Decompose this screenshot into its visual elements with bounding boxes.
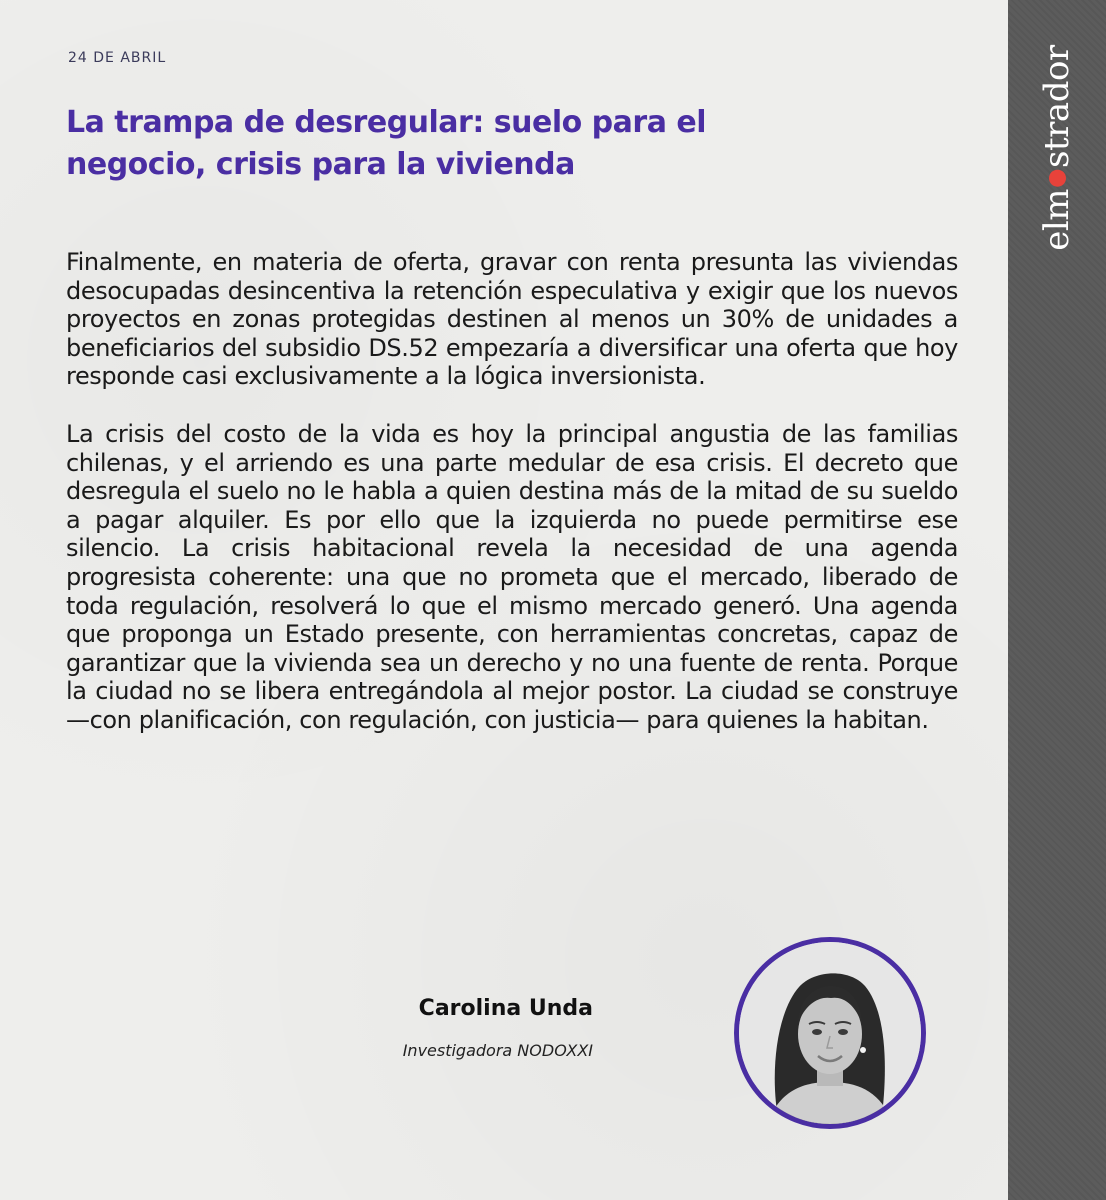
date-label: 24 DE ABRIL	[68, 50, 167, 66]
logo-text-end: strador	[1037, 45, 1077, 168]
author-role: Investigadora NODOXXI	[402, 1041, 593, 1060]
logo-text-start: elm	[1037, 188, 1077, 251]
article-body	[66, 248, 958, 764]
headline: La trampa de desregular: suelo para el negocio, crisis para la vivienda	[66, 105, 707, 182]
logo-dot-icon	[1049, 170, 1066, 187]
author-avatar	[734, 937, 926, 1129]
avatar-portrait-image	[739, 942, 921, 1124]
paragraph-1: Finalmente, en materia de oferta, gravar con renta presunta las viviendas desocupadas desincentiva la retención especulativa y exigir que los nuevos proyectos en zonas protegidas destinen al menos un 30% de unidades a beneficiarios del subsidio DS.52 empezaría a diversificar una oferta que hoy responde casi exclusivamente a la lógica inversionista.	[66, 248, 958, 391]
author-name: Carolina Unda	[418, 996, 593, 1021]
paragraph-2: La crisis del costo de la vida es hoy la principal angustia de las familias chilenas, y el arriendo es una parte medular de esa crisis. El decreto que desregula el suelo no le habla a quien destina más de la mitad de su sueldo a pagar alquiler. Es por ello que la izquierda no puede permitirse ese silencio. La crisis habitacional revela la necesidad de una agenda progresista coherente: una que no prometa que el mercado, liberado de toda regulación, resolverá lo que el mismo mercado generó. Una agenda que proponga un Estado presente, con herramientas concretas, capaz de garantizar que la vivienda sea un derecho y no una fuente de renta. Porque la ciudad no se libera entregándola al mejor postor. La ciudad se construye —con planificación, con regulación, con justicia— para quienes la habitan.	[66, 419, 958, 734]
brand-logo	[1037, 45, 1077, 250]
